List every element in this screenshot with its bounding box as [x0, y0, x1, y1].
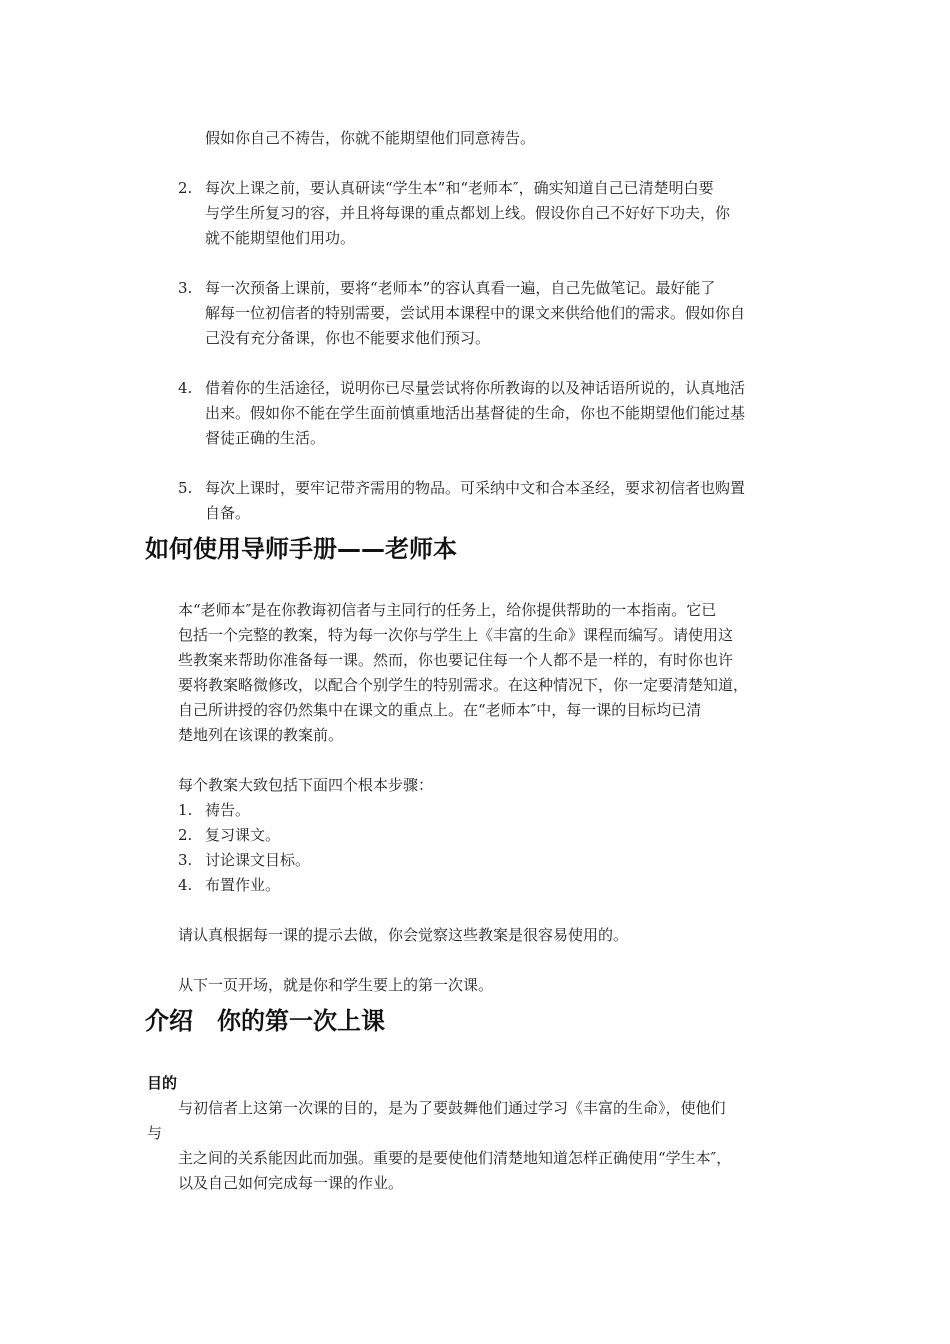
rule-number: 5. [178, 479, 193, 497]
rule-number: 3. [178, 279, 193, 297]
rule-line: 就不能期望他们用功。 [205, 229, 356, 247]
rule-line: 自备。 [205, 504, 251, 522]
rule-line: 己没有充分备课，你也不能要求他们预习。 [205, 329, 491, 347]
section-heading-first-class: 介绍 你的第一次上课 [145, 1007, 385, 1035]
step-text: 祷告。 [205, 801, 251, 819]
rule-line: 与学生所复习的容，并且将每课的重点都划上线。假设你自己不好好下功夫，你 [205, 204, 731, 222]
rule-line: 解每一位初信者的特别需要，尝试用本课程中的课文来供给他们的需求。假如你自 [205, 304, 746, 322]
paragraph-line: 要将教案略微修改，以配合个别学生的特别需求。在这种情况下，你一定要清楚知道， [178, 676, 749, 694]
paragraph-line: 些教案来帮助你准备每一课。然而，你也要记住每一个人都不是一样的，有时你也许 [178, 651, 734, 669]
rule-line: 出来。假如你不能在学生面前慎重地活出基督徒的生命，你也不能期望他们能过基 [205, 404, 746, 422]
note-line: 请认真根据每一课的提示去做，你会觉察这些教案是很容易使用的。 [178, 926, 629, 944]
paragraph-line: 本“老师本″是在你教诲初信者与主同行的任务上，给你提供帮助的一本指南。它已 [178, 601, 717, 619]
purpose-line: 与初信者上这第一次课的目的，是为了要鼓舞他们通过学习《丰富的生命》，使他们 [178, 1099, 726, 1117]
rule-line: 每次上课时，要牢记带齐需用的物品。可采纳中文和合本圣经，要求初信者也购置 [205, 479, 746, 497]
step-number: 4. [178, 876, 193, 894]
paragraph-line: 包括一个完整的教案，特为每一次你与学生上《丰富的生命》课程而编写。请使用这 [178, 626, 734, 644]
paragraph-line: 自己所讲授的容仍然集中在课文的重点上。在“老师本″中，每一课的目标均已清 [178, 701, 702, 719]
rule-number: 4. [178, 379, 193, 397]
intro-tail-line: 假如你自己不祷告，你就不能期望他们同意祷告。 [205, 129, 536, 147]
rule-number: 2. [178, 179, 193, 197]
step-text: 布置作业。 [205, 876, 281, 894]
subheading-purpose: 目的 [147, 1074, 178, 1092]
purpose-line: 主之间的关系能因此而加强。重要的是要使他们清楚地知道怎样正确使用“学生本″， [178, 1149, 732, 1167]
section-heading-teacher-manual: 如何使用导师手册——老师本 [145, 535, 457, 563]
purpose-line-wrap: 与 [147, 1124, 163, 1142]
next-line: 从下一页开场，就是你和学生要上的第一次课。 [178, 976, 494, 994]
step-number: 3. [178, 851, 193, 869]
rule-line: 每次上课之前，要认真研读“学生本”和“老师本″，确实知道自己已清楚明白要 [205, 179, 714, 197]
rule-line: 借着你的生活途径，说明你已尽量尝试将你所教诲的以及神话语所说的，认真地活 [205, 379, 746, 397]
step-text: 讨论课文目标。 [205, 851, 311, 869]
purpose-line: 以及自己如何完成每一课的作业。 [178, 1174, 404, 1192]
steps-intro: 每个教案大致包括下面四个根本步骤： [178, 776, 434, 794]
rule-line: 督徒正确的生活。 [205, 429, 326, 447]
step-number: 2. [178, 826, 193, 844]
step-text: 复习课文。 [205, 826, 281, 844]
paragraph-line: 楚地列在该课的教案前。 [178, 726, 344, 744]
step-number: 1. [178, 801, 193, 819]
rule-line: 每一次预备上课前，要将“老师本”的容认真看一遍，自己先做笔记。最好能了 [205, 279, 716, 297]
